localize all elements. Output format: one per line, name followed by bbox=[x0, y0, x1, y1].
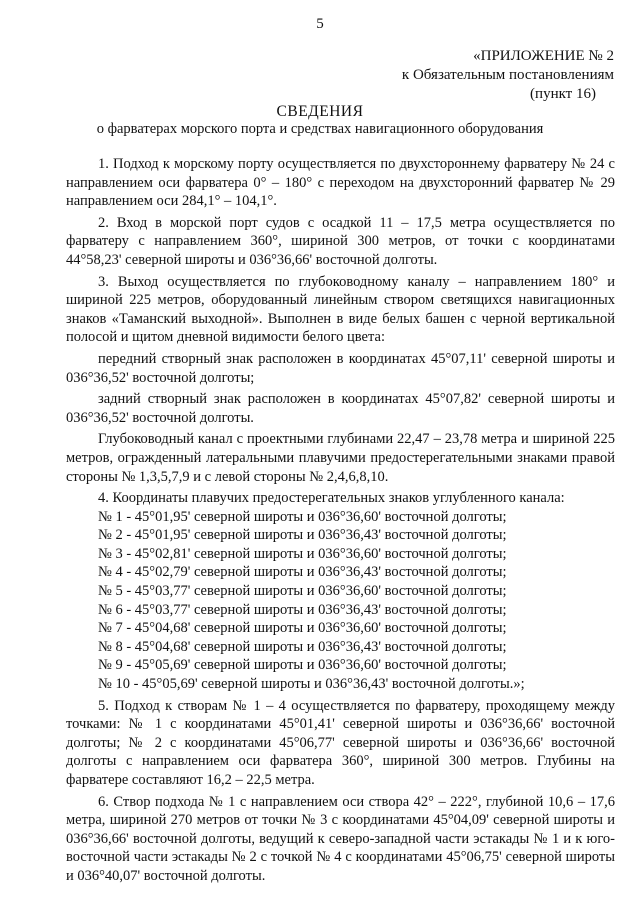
buoy-list bbox=[66, 508, 615, 694]
list-item: № 7 - 45°04,68' северной широты и 036°36,60' восточной долготы; bbox=[98, 620, 507, 637]
document-body bbox=[66, 155, 615, 886]
list-item: № 3 - 45°02,81' северной широты и 036°36,60' восточной долготы; bbox=[98, 545, 507, 562]
paragraph-4: 4. Координаты плавучих предостерегательных знаков углубленного канала: bbox=[98, 490, 565, 507]
list-item: № 4 - 45°02,79' северной широты и 036°36,43' восточной долготы; bbox=[98, 564, 507, 581]
paragraph-rear-sign: задний створный знак расположен в координатах 45°07,82' северной широты и 036°36,52' восточной долготы. bbox=[66, 391, 615, 426]
paragraph-front-sign: передний створный знак расположен в координатах 45°07,11' северной широты и 036°36,52' восточной долготы; bbox=[66, 350, 615, 386]
paragraph-5: 5. Подход к створам № 1 – 4 осуществляется по фарватеру, проходящему между точками: № 1 с координатами 45°01,41' северной широты и 036°36,66' восточной долготы; № 2 с координатами 45°06,77' северной широты и 036°36,66' восточной долготы с направлением оси фарватера 360°, шириной 300 метров. Глубины на фарватере составляют 16,2 – 22,5 метра. bbox=[66, 697, 615, 788]
list-item: № 2 - 45°01,95' северной широты и 036°36,43' восточной долготы; bbox=[98, 527, 507, 544]
page-number: 5 bbox=[316, 16, 324, 32]
list-item: № 10 - 45°05,69' северной широты и 036°36,43' восточной долготы.»; bbox=[98, 676, 525, 693]
annex-reference: к Обязательным постановлениям bbox=[401, 67, 614, 83]
list-item: № 9 - 45°05,69' северной широты и 036°36,60' восточной долготы; bbox=[98, 657, 507, 674]
paragraph-6: 6. Створ подхода № 1 с направлением оси створа 42° – 222°, глубиной 10,6 – 17,6 метра, шириной 270 метров от точки № 3 с координатами 45°04,09' северной широты и 036°36,66' восточной долготы, ведущий к северо-западной части эстакады № 1 и к юго-восточной части эстакады № 2 с точкой № 4 с координатами 45°06,75' северной широты и 036°40,07' восточной долготы. bbox=[66, 793, 615, 884]
paragraph-2: 2. Вход в морской порт судов с осадкой 11 – 17,5 метра осуществляется по фарватеру с направлением 360°, шириной 300 метров, от точки с координатами 44°58,23' северной широты и 036°36,66' восточной долготы. bbox=[66, 214, 615, 268]
list-item: № 5 - 45°03,77' северной широты и 036°36,60' восточной долготы; bbox=[98, 583, 507, 600]
document-title: СВЕДЕНИЯ bbox=[276, 103, 364, 120]
annex-title: «ПРИЛОЖЕНИЕ № 2 bbox=[473, 48, 614, 64]
list-item: № 8 - 45°04,68' северной широты и 036°36,43' восточной долготы; bbox=[98, 638, 507, 655]
list-item: № 1 - 45°01,95' северной широты и 036°36,60' восточной долготы; bbox=[98, 508, 507, 525]
list-item: № 6 - 45°03,77' северной широты и 036°36,43' восточной долготы; bbox=[98, 601, 507, 618]
document-subtitle: о фарватерах морского порта и средствах навигационного оборудования bbox=[96, 121, 544, 137]
paragraph-channel: Глубоководный канал с проектными глубинами 22,47 – 23,78 метра и шириной 225 метров, огражденный латеральными плавучими предостерегательными знаками правой стороны № 1,3,5,7,9 и с левой стороны № 2,4,6,8,10. bbox=[66, 431, 615, 485]
annex-header bbox=[402, 47, 614, 104]
paragraph-3: 3. Выход осуществляется по глубоководному каналу – направлением 180° и шириной 225 метров, оборудованный линейным створом светящихся навигационных знаков «Таманский выходной». Выполнен в виде белых башен с черной вертикальной полосой и щитом дневной видимости белого цвета: bbox=[66, 273, 615, 346]
paragraph-1: 1. Подход к морскому порту осуществляется по двухстороннему фарватеру № 24 с направлением оси фарватера 0° – 180° с переходом на двухсторонний фарватер № 29 направлением оси 284,1° – 104,1°. bbox=[66, 156, 615, 210]
annex-clause: (пункт 16) bbox=[530, 86, 596, 102]
